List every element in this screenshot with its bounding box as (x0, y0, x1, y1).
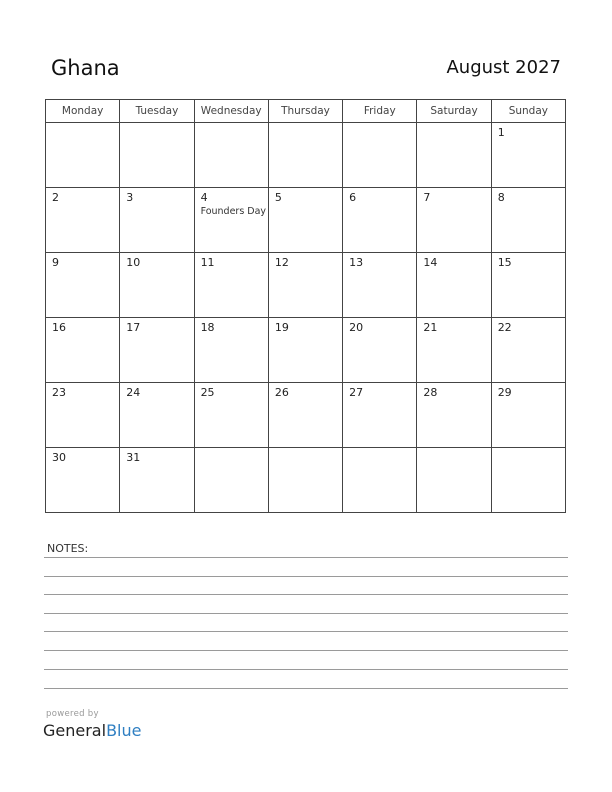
note-line (44, 613, 568, 614)
day-cell (120, 253, 194, 318)
day-number: 12 (274, 256, 289, 269)
day-number: 26 (274, 386, 289, 399)
note-line (44, 650, 568, 651)
day-cell (268, 448, 342, 513)
day-cell (268, 123, 342, 188)
day-cell (343, 448, 417, 513)
day-cell (46, 123, 120, 188)
day-number: 17 (126, 321, 141, 334)
day-cell (194, 448, 268, 513)
day-cell (491, 383, 565, 448)
day-cell (491, 448, 565, 513)
day-cell (120, 123, 194, 188)
day-cell (120, 383, 194, 448)
holiday-label: Founders Day (200, 206, 267, 217)
weekday-header: Friday (343, 100, 417, 123)
weekday-header: Tuesday (120, 100, 194, 123)
day-number: 24 (126, 386, 141, 399)
day-number: 8 (497, 191, 505, 204)
day-number: 15 (497, 256, 512, 269)
day-cell (120, 188, 194, 253)
day-cell (46, 188, 120, 253)
day-number: 20 (349, 321, 364, 334)
note-line (44, 594, 568, 595)
day-cell (268, 253, 342, 318)
note-line (44, 688, 568, 689)
note-line (44, 576, 568, 577)
country-title: Ghana (51, 56, 120, 80)
day-cell (417, 318, 491, 383)
day-cell (120, 448, 194, 513)
day-cell (268, 383, 342, 448)
week-row (46, 448, 566, 513)
day-cell (491, 188, 565, 253)
day-number: 25 (200, 386, 215, 399)
day-number: 31 (126, 451, 141, 464)
week-row (46, 383, 566, 448)
day-cell (268, 318, 342, 383)
brand-logo-blue: Blue (106, 721, 142, 740)
weekday-header: Monday (46, 100, 120, 123)
day-cell (417, 383, 491, 448)
day-cell (194, 123, 268, 188)
day-cell (46, 383, 120, 448)
weekday-header-row (46, 100, 566, 123)
day-number: 23 (52, 386, 66, 399)
day-cell (343, 253, 417, 318)
note-line (44, 557, 568, 558)
day-number: 16 (52, 321, 66, 334)
brand-logo[interactable] (43, 721, 141, 740)
notes-label: NOTES: (47, 542, 89, 555)
day-cell (194, 253, 268, 318)
week-row (46, 188, 566, 253)
weekday-header: Saturday (417, 100, 491, 123)
day-number: 9 (52, 256, 59, 269)
day-cell (417, 448, 491, 513)
weekday-header: Sunday (491, 100, 565, 123)
day-cell (417, 123, 491, 188)
calendar-grid (45, 99, 566, 513)
note-line (44, 631, 568, 632)
day-cell (194, 383, 268, 448)
brand-logo-general: General (43, 721, 107, 740)
day-cell (417, 188, 491, 253)
day-number: 21 (423, 321, 438, 334)
day-number: 10 (126, 256, 141, 269)
day-number: 5 (274, 191, 282, 204)
day-number: 7 (423, 191, 431, 204)
day-cell (46, 448, 120, 513)
day-cell (343, 383, 417, 448)
day-number: 22 (497, 321, 512, 334)
powered-by-text: powered by (46, 709, 99, 719)
day-cell (46, 318, 120, 383)
day-number: 3 (126, 191, 134, 204)
day-number: 30 (52, 451, 66, 464)
day-number: 2 (52, 191, 59, 204)
day-cell (343, 123, 417, 188)
day-cell (491, 253, 565, 318)
day-cell (46, 253, 120, 318)
day-number: 29 (497, 386, 512, 399)
weekday-header: Wednesday (194, 100, 268, 123)
day-cell (120, 318, 194, 383)
weekday-header: Thursday (268, 100, 342, 123)
week-row (46, 253, 566, 318)
month-year-title: August 2027 (446, 57, 561, 78)
day-cell (343, 188, 417, 253)
day-cell (491, 318, 565, 383)
day-number: 6 (349, 191, 357, 204)
week-row (46, 318, 566, 383)
day-number: 28 (423, 386, 438, 399)
day-number: 1 (497, 126, 505, 139)
day-cell (194, 318, 268, 383)
day-number: 13 (349, 256, 364, 269)
day-cell (417, 253, 491, 318)
day-number: 4 (200, 191, 208, 204)
note-line (44, 669, 568, 670)
week-row (46, 123, 566, 188)
day-cell (194, 188, 268, 253)
day-number: 11 (200, 256, 215, 269)
day-cell (343, 318, 417, 383)
day-number: 27 (349, 386, 364, 399)
day-number: 19 (274, 321, 289, 334)
day-number: 14 (423, 256, 438, 269)
day-cell (268, 188, 342, 253)
day-cell (491, 123, 565, 188)
day-number: 18 (200, 321, 215, 334)
